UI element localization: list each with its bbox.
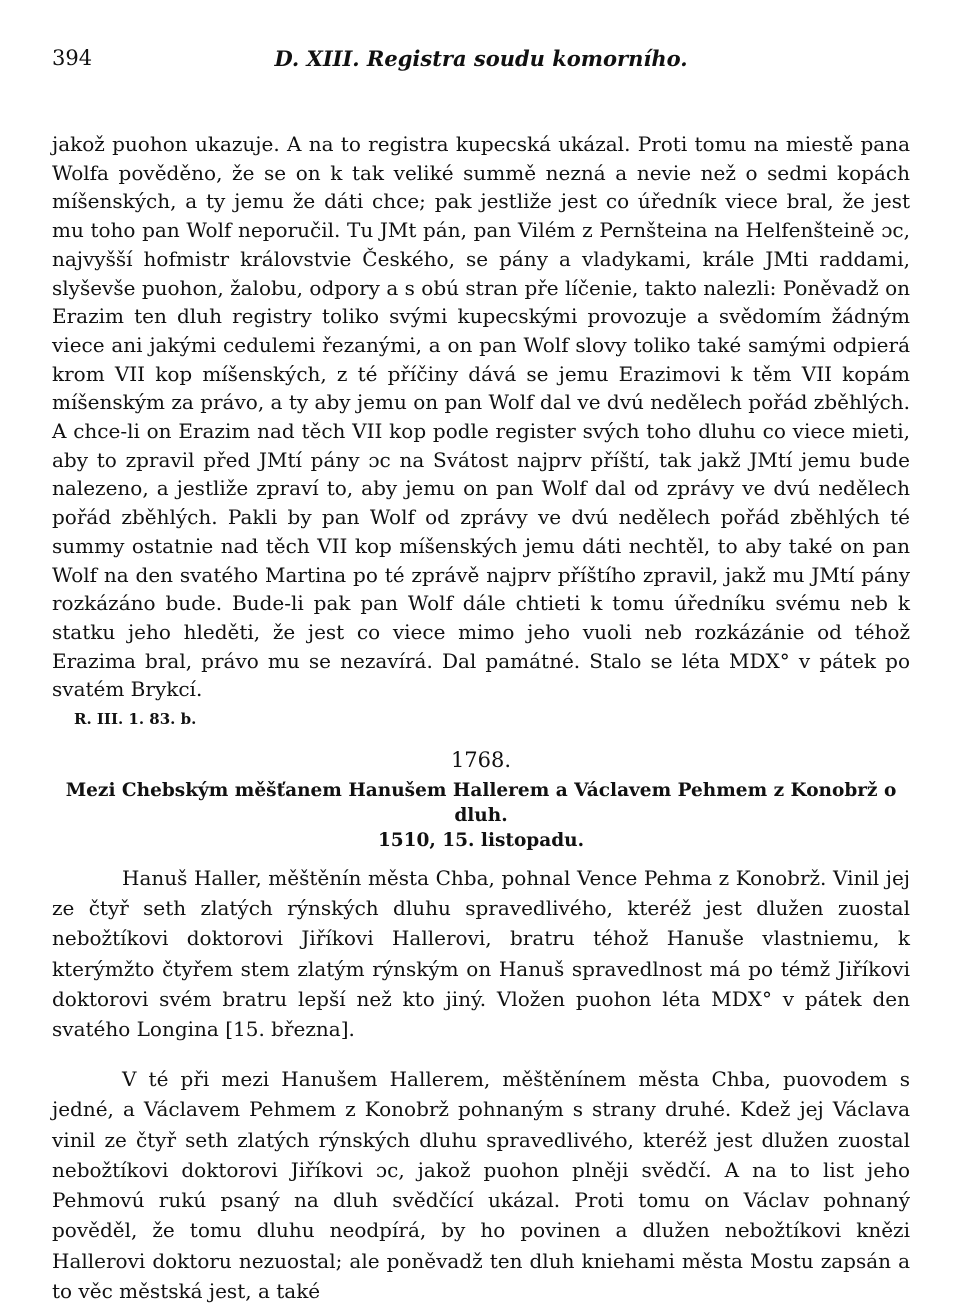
page-number: 394: [52, 46, 93, 70]
entry-number: 1768.: [450, 748, 512, 773]
entry-title: Mezi Chebským měšťanem Hanušem Hallerem a Václavem Pehmem z Konobrž o dluh.: [65, 780, 897, 827]
entry-paragraph: V té při mezi Hanušem Hallerem, měštěnínem města Chba, puovodem s jedné, a Václavem Pehmem z Konobrž pohnaným s strany druhé. Kdež jej Václava vinil ze čtyř seth zlatých rýnských dluhu spravedlivého, kteréž jest dlužen zuostal nebožtíkovi doktorovi Jiříkovi ɔc, jakož puohon plněji svědčí. A na to list jeho Pehmovú rukú psaný na dluh svědčící ukázal. Proti tomu on Václav pohnaný pověděl, že tomu dluhu neodpírá, by ho povinen a dlužen nebožtíkovi knězi Hallerovi doktoru nezuostal; ale poněvadž ten dluh kniehami města Mostu zapsán a to věc městská jest, a také: [52, 1067, 910, 1303]
entry-date: 1510, 15. listopadu.: [377, 830, 585, 852]
continued-paragraph: jakož puohon ukazuje. A na to registra kupecská ukázal. Proti tomu na miestě pana Wolfa pověděno, že se on k tak veliké summě nezná a nevie než o sedmi kopách míšenských, a ty jemu že dáti chce; pak jestliže jest co úředník viece bral, že jest mu toho pan Wolf neporučil. Tu JMt pán, pan Vilém z Pernšteina na Helfenšteině ɔc, najvyšší hofmistr královstvie Českého, se pány a vladykami, krále JMti raddami, slyševše puohon, žalobu, odpory a s obú stran pře líčenie, takto nalezli: Poněvadž on Erazim ten dluh registry toliko svými kupecskými provozuje a svědomím žádným viece ani jakými cedulemi řezanými, a on pan Wolf slovy toliko také samými odpierá krom VII kop míšenských, z té příčiny dává se jemu Erazimovi k těm VII kopám míšenským za právo, a ty aby jemu on pan Wolf dal ve dvú nedělech pořád zběhlých. A chce-li on Erazim nad těch VII kop podle register svých toho dluhu co viece mieti, aby to zpravil před JMtí pány ɔc na Svátost najprv příští, tak jakž JMtí jemu bude nalezeno, a jestliže zpraví to, aby jemu on pan Wolf dal od zprávy ve dvú nedělech pořád zběhlých. Pakli by pan Wolf od zprávy ve dvú nedělech pořád zběhlých té summy ostatnie nad těch VII kop míšenských jemu dáti nechtěl, to aby také on pan Wolf na den svatého Martina po té zprávě najprv příštího zpravil, jakž mu JMtí pány rozkázáno bude. Bude-li pak pan Wolf dále chtieti k tomu úředníku svému neb k statku jeho hleděti, že jest co viece mimo jeho vuoli neb rozkázánie od téhož Erazima bral, právo mu se nezavírá. Dal památné. Stalo se léta MDX° v pátek po svatém Brykcí.: [52, 132, 910, 702]
continued-text-block: [52, 130, 910, 704]
running-head: [52, 40, 910, 76]
source-reference: R. III. 1. 83. b.: [74, 710, 197, 729]
running-title: D. XIII. Registra soudu komorního.: [274, 46, 688, 71]
book-page: [52, 40, 910, 1303]
entry-paragraph: Hanuš Haller, měštěnín města Chba, pohnal Vence Pehma z Konobrž. Vinil jej ze čtyř seth zlatých rýnských dluhu spravedlivého, kteréž jest dlužen zuostal nebožtíkovi doktorovi Jiříkovi Hallerovi, bratru téhož Hanuše vlastniemu, k kterýmžto čtyřem stem zlatým rýnským on Hanuš spravedlnost má po témž Jiříkovi doktorovi svém bratru lepší než kto jiný. Vložen puohon léta MDX° v pátek den svatého Longina [15. března].: [52, 866, 910, 1042]
